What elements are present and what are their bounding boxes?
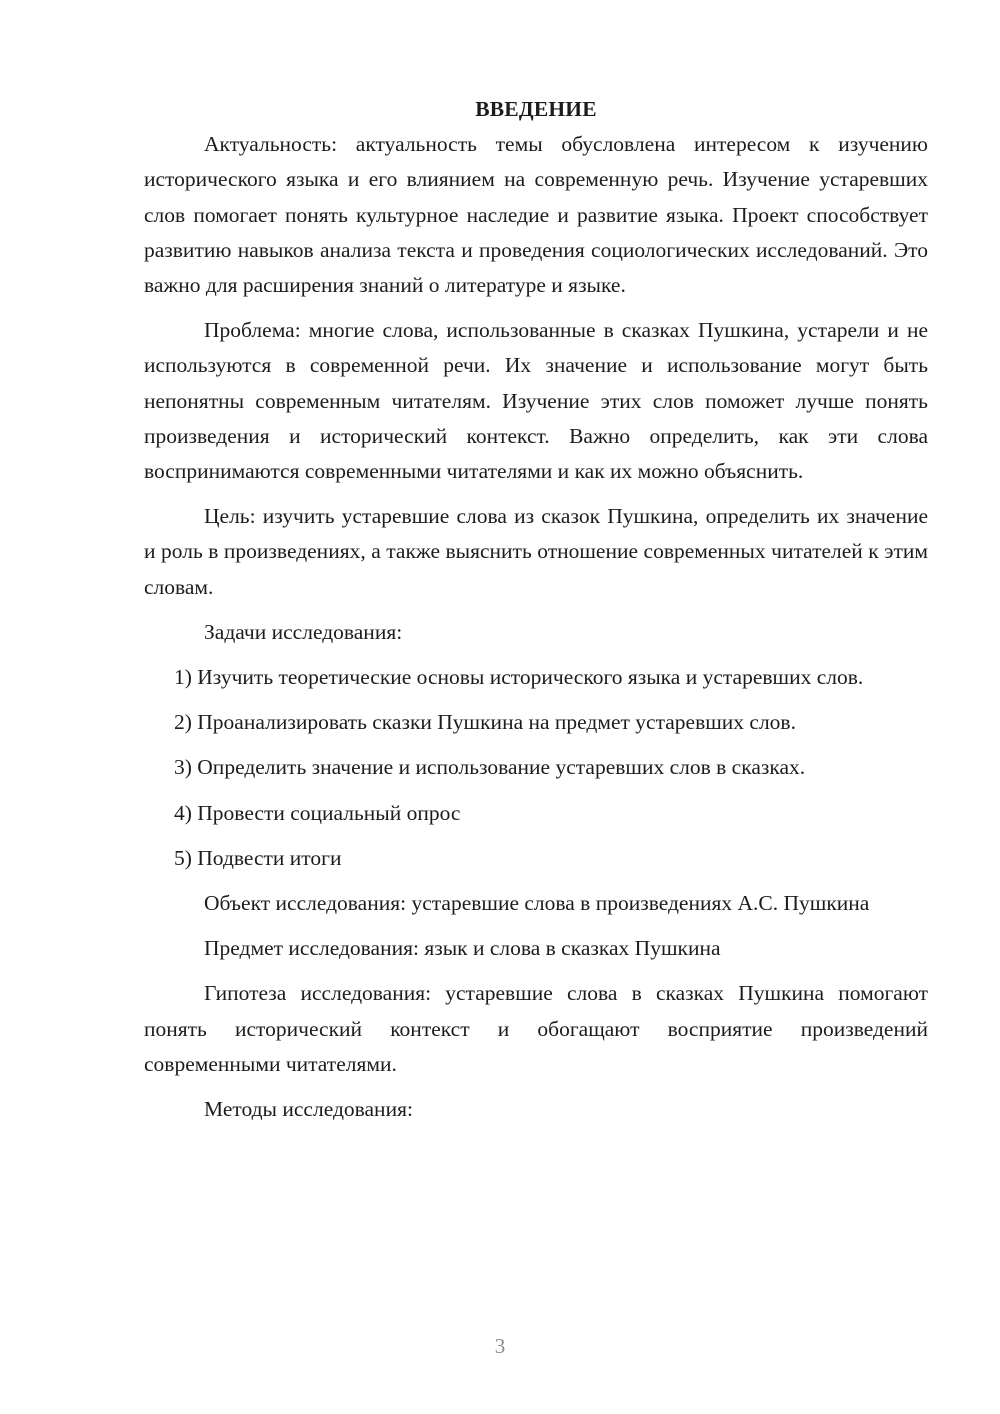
- relevance-paragraph: Актуальность: актуальность темы обусловлена интересом к изучению исторического языка и его влиянием на современную речь. Изучение устаревших слов помогает понять культурное наследие и развитие языка. Проект способствует развитию навыков анализа текста и проведения социологических исследований. Это важно для расширения знаний о литературе и языке.: [144, 132, 928, 298]
- task-item-5: 5) Подвести итоги: [174, 845, 342, 870]
- page-number: 3: [494, 1334, 506, 1358]
- task-item-1: 1) Изучить теоретические основы исторического языка и устаревших слов.: [174, 665, 864, 690]
- research-object-paragraph: Объект исследования: устаревшие слова в произведениях А.С. Пушкина: [204, 891, 870, 916]
- methods-heading: Методы исследования:: [204, 1097, 413, 1122]
- research-subject-paragraph: Предмет исследования: язык и слова в сказках Пушкина: [204, 936, 721, 961]
- goal-paragraph: Цель: изучить устаревшие слова из сказок Пушкина, определить их значение и роль в произведениях, а также выяснить отношение современных читателей к этим словам.: [144, 504, 928, 599]
- hypothesis-paragraph: Гипотеза исследования: устаревшие слова в сказках Пушкина помогают понять исторический контекст и обогащают восприятие произведений современными читателями.: [144, 981, 928, 1076]
- task-item-4: 4) Провести социальный опрос: [174, 800, 461, 825]
- tasks-heading: Задачи исследования:: [204, 619, 403, 644]
- task-item-3: 3) Определить значение и использование устаревших слов в сказках.: [174, 755, 806, 780]
- section-heading: ВВЕДЕНИЕ: [475, 97, 597, 121]
- task-item-2: 2) Проанализировать сказки Пушкина на предмет устаревших слов.: [174, 710, 796, 735]
- document-page: [144, 92, 928, 1137]
- problem-paragraph: Проблема: многие слова, использованные в сказках Пушкина, устарели и не используются в современной речи. Их значение и использование могут быть непонятны современным читателям. Изучение этих слов поможет лучше понять произведения и исторический контекст. Важно определить, как эти слова воспринимаются современными читателями и как их можно объяснить.: [144, 318, 928, 484]
